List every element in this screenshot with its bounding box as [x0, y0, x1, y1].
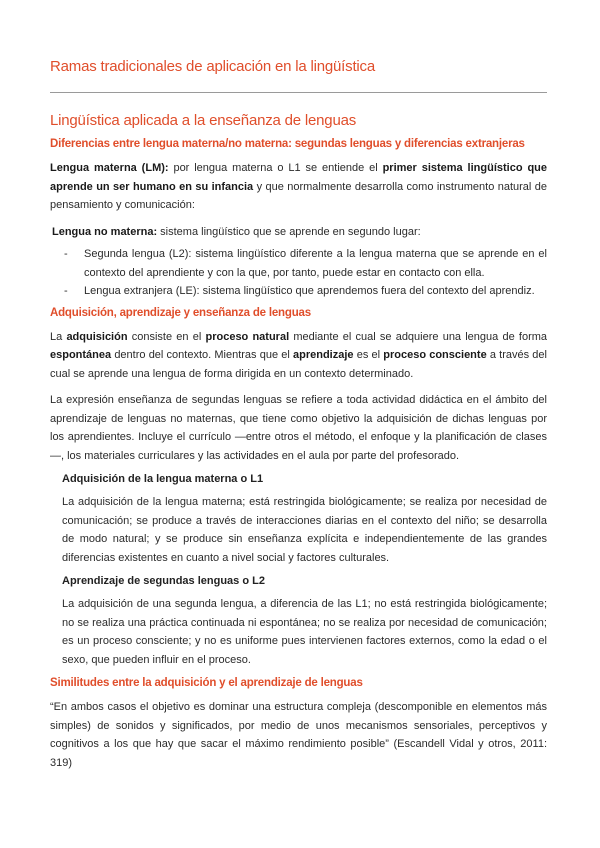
- subsection-title-differences: Diferencias entre lengua materna/no materna: segundas lenguas y diferencias extranjeras: [50, 138, 525, 150]
- heading-l2-learning: Aprendizaje de segundas lenguas o L2: [62, 575, 265, 587]
- list-item-text: Segunda lengua (L2): sistema lingüístico diferente a la lengua materna que se aprende en el contexto del aprendiente y con la que, por tanto, puede estar en contacto con ella.: [84, 248, 547, 279]
- paragraph-teaching: La expresión enseñanza de segundas lenguas se refiere a toda actividad didáctica en el ámbito del aprendizaje de lenguas no maternas, que tiene como objetivo la adquisición de dichas lenguas por los aprendientes. Incluye el currículo —entre otros el método, el enfoque y la planificación de clases—, los materiales curriculares y las actividades en el aula por parte del profesorado.: [50, 394, 547, 462]
- p1-bold: proceso natural: [205, 330, 290, 343]
- lm-text-1: por lengua materna o L1 se entiende el: [168, 162, 383, 174]
- paragraph-acquisition-definition: [50, 328, 547, 384]
- lm-text-2: y que normalmente desarrolla como instrumento natural de pensamiento y comunicación:: [50, 180, 547, 211]
- p1-bold: proceso consciente: [383, 349, 487, 361]
- p1-bold: aprendizaje: [293, 349, 354, 361]
- list-item-text: Lengua extranjera (LE): sistema lingüístico que aprendemos fuera del contexto del aprendiz.: [84, 285, 535, 297]
- paragraph-lengua-no-materna: [52, 223, 547, 242]
- dash-bullet: -: [64, 285, 68, 297]
- list-item: [50, 245, 547, 282]
- section-title: Lingüística aplicada a la enseñanza de lenguas: [50, 112, 357, 129]
- p1-text: es el: [353, 349, 384, 361]
- p1-text: La: [50, 330, 67, 343]
- subsection-title-acquisition: Adquisición, aprendizaje y enseñanza de lenguas: [50, 306, 311, 319]
- p1-text: mediante el cual se adquiere una lengua de forma: [289, 330, 548, 343]
- paragraph-lengua-materna: [50, 159, 547, 215]
- p1-text: dentro del contexto. Mientras que el: [111, 349, 293, 361]
- term-lengua-materna: Lengua materna (LM):: [50, 162, 169, 174]
- heading-l1-acquisition: Adquisición de la lengua materna o L1: [62, 473, 264, 485]
- lno-text: sistema lingüístico que se aprende en segundo lugar:: [157, 225, 421, 238]
- p1-bold: adquisición: [66, 330, 128, 343]
- main-title: Ramas tradicionales de aplicación en la lingüística: [50, 58, 375, 75]
- language-type-list: [50, 245, 547, 301]
- lm-bold-definition: primer sistema lingüístico que aprende un ser humano en su infancia: [50, 162, 547, 193]
- p1-text: a través del cual se aprende una lengua de forma dirigida en un contexto determinado.: [50, 349, 547, 380]
- subsection-title-similarities: Similitudes entre la adquisición y el aprendizaje de lenguas: [50, 677, 363, 689]
- list-item: [50, 282, 547, 301]
- dash-bullet: -: [64, 248, 68, 260]
- quote-escandell: “En ambos casos el objetivo es dominar una estructura compleja (descomponible en elementos más simples) de sonidos y significados, por medio de unos mecanismos sensoriales, perceptivos y cognitivos a los que hay que sacar el máximo rendimiento posible” (Escandell Vidal y otros, 2011: 319): [50, 701, 547, 769]
- term-lengua-no-materna: Lengua no materna:: [52, 225, 158, 238]
- p1-bold: espontánea: [50, 349, 112, 361]
- paragraph-l1-acquisition: La adquisición de la lengua materna; está restringida biológicamente; se realiza por necesidad de comunicación; se produce a través de interacciones diarias en el contexto del niño; se desarrolla de modo natural; y se produce sin enseñanza explícita e independientemente de las grandes diferencias existentes en cuanto a nivel social y factores culturales.: [62, 496, 547, 564]
- header-divider: [50, 92, 547, 93]
- paragraph-l2-learning: La adquisición de una segunda lengua, a diferencia de las L1; no está restringida biológicamente; no se realiza una práctica continuada ni espontánea; no se realiza por necesidad de comunicación; es un proceso consciente; y no es uniforme pues intervienen factores externos, como la edad o el sexo, que pueden influir en el proceso.: [62, 598, 547, 666]
- content-flow: [50, 112, 547, 780]
- p1-text: consiste en el: [127, 330, 206, 343]
